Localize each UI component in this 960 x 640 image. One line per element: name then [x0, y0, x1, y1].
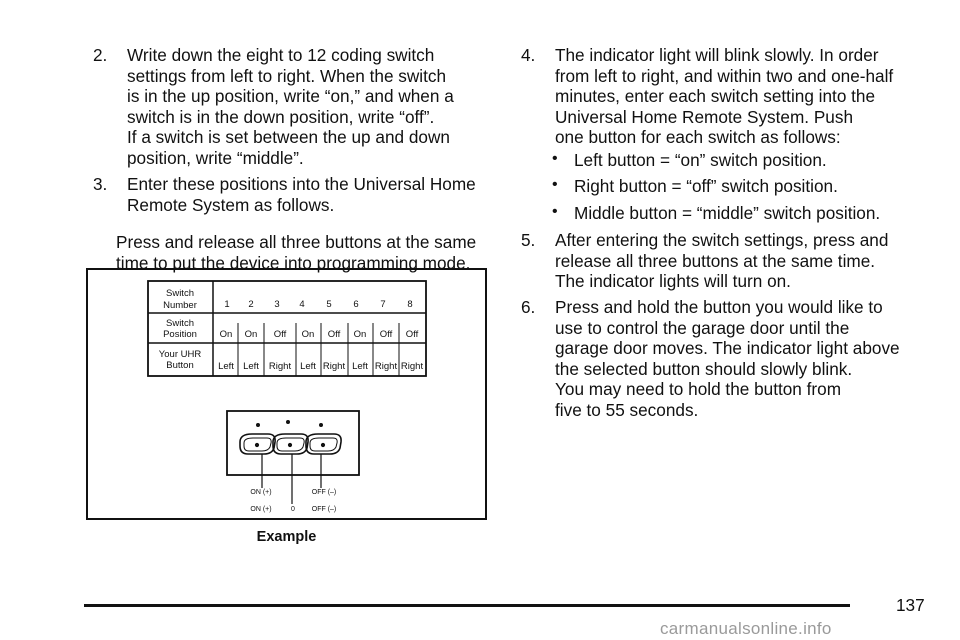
bullet-text: Right button = “off” switch position. — [574, 176, 838, 196]
text-line: settings from left to right. When the switch — [127, 65, 447, 86]
row-label: Your UHR — [158, 349, 202, 360]
row-label: Button — [166, 360, 194, 371]
bullet-icon: • — [552, 150, 558, 167]
bullet-item — [552, 176, 932, 197]
remote-device — [227, 411, 359, 504]
indicator-light-icon — [319, 423, 323, 427]
figure-caption: Example — [256, 529, 317, 545]
text-line: is in the up position, write “on,” and when a — [127, 86, 454, 107]
text-line: use to control the garage door until the — [555, 317, 850, 338]
step-number: 4. — [521, 45, 536, 65]
bullet-icon: • — [552, 203, 558, 220]
step-number: 3. — [93, 174, 108, 194]
uhr-button: Right — [322, 361, 346, 372]
text-line: the selected button should slowly blink. — [555, 358, 853, 379]
indicator-light-icon — [286, 420, 290, 424]
switch-number: 4 — [299, 299, 305, 310]
row-label: Number — [163, 300, 197, 311]
footer-rule — [84, 604, 850, 607]
switch-position: Off — [379, 329, 393, 340]
text-line: The indicator light will blink slowly. In order — [555, 45, 879, 65]
text-line: release all three buttons at the same time. — [555, 250, 876, 271]
step-6 — [521, 297, 941, 421]
row-label: Position — [163, 329, 197, 340]
device-outline — [227, 411, 359, 475]
text-line: from left to right, and within two and one-half — [555, 65, 894, 86]
step-4 — [521, 45, 941, 148]
text-line: Write down the eight to 12 coding switch — [127, 45, 435, 65]
row-label: Switch — [166, 288, 194, 299]
step-5 — [521, 230, 941, 292]
text-line: After entering the switch settings, press and — [555, 230, 889, 250]
uhr-button: Left — [243, 361, 259, 372]
uhr-button: Left — [300, 361, 316, 372]
bullet-text: Middle button = “middle” switch position. — [574, 203, 881, 223]
switch-number: 1 — [224, 299, 230, 310]
switch-number: 2 — [248, 299, 254, 310]
switch-position: Off — [327, 329, 341, 340]
bullet-text: Left button = “on” switch position. — [574, 150, 827, 170]
text-line: one button for each switch as follows: — [555, 127, 841, 148]
uhr-button: Left — [218, 361, 234, 372]
text-line: Press and release all three buttons at the same — [116, 232, 477, 252]
step-number: 5. — [521, 230, 536, 250]
on-plus-label: ON (+) — [250, 489, 272, 496]
switch-position: Off — [405, 329, 419, 340]
uhr-button: Right — [268, 361, 292, 372]
bullet-item — [552, 150, 932, 171]
text-line: minutes, enter each switch setting into the — [555, 86, 876, 107]
switch-position: On — [301, 329, 315, 340]
switch-position: Off — [273, 329, 287, 340]
off-minus-label: OFF (–) — [311, 506, 337, 513]
switch-position: On — [244, 329, 258, 340]
switch-number: 3 — [274, 299, 280, 310]
indicator-light-icon — [256, 423, 260, 427]
bullet-item — [552, 203, 932, 224]
zero-label: 0 — [291, 506, 295, 513]
text-line: Press and hold the button you would like to — [555, 297, 883, 317]
row-label: Switch — [166, 318, 194, 329]
uhr-button: Right — [374, 361, 398, 372]
off-minus-label: OFF (–) — [311, 489, 337, 496]
text-line: The indicator lights will turn on. — [555, 271, 791, 292]
text-line: If a switch is set between the up and down — [127, 127, 450, 148]
middle-button-icon — [273, 434, 308, 454]
left-button-icon — [240, 434, 275, 454]
text-line: Enter these positions into the Universal Home — [127, 174, 476, 194]
bullet-icon: • — [552, 176, 558, 193]
step-number: 6. — [521, 297, 536, 317]
switch-number: 7 — [380, 299, 386, 310]
switch-position: On — [353, 329, 367, 340]
text-line: Universal Home Remote System. Push — [555, 106, 854, 127]
step-number: 2. — [93, 45, 108, 65]
switch-number: 8 — [407, 299, 413, 310]
switch-number: 6 — [353, 299, 359, 310]
text-line: You may need to hold the button from — [555, 379, 842, 400]
text-line: switch is in the down position, write “off”. — [127, 106, 435, 127]
figure-drawing — [88, 270, 485, 518]
on-plus-label: ON (+) — [250, 506, 272, 513]
uhr-button: Right — [400, 361, 424, 372]
uhr-button: Left — [352, 361, 368, 372]
text-line: garage door moves. The indicator light above — [555, 338, 900, 359]
text-line: position, write “middle”. — [127, 147, 304, 168]
page-number: 137 — [896, 595, 925, 615]
example-figure — [86, 268, 487, 520]
text-line: Remote System as follows. — [127, 194, 335, 215]
text-line: five to 55 seconds. — [555, 399, 699, 420]
footer-watermark: carmanualsonline.info — [660, 619, 832, 638]
text-line: time to put the device into programming mode. — [116, 252, 471, 273]
right-button-icon — [306, 434, 341, 454]
step-3 — [93, 174, 493, 215]
step-2 — [93, 45, 493, 169]
step-3-paragraph — [116, 232, 496, 273]
switch-number: 5 — [326, 299, 332, 310]
switch-position: On — [219, 329, 233, 340]
